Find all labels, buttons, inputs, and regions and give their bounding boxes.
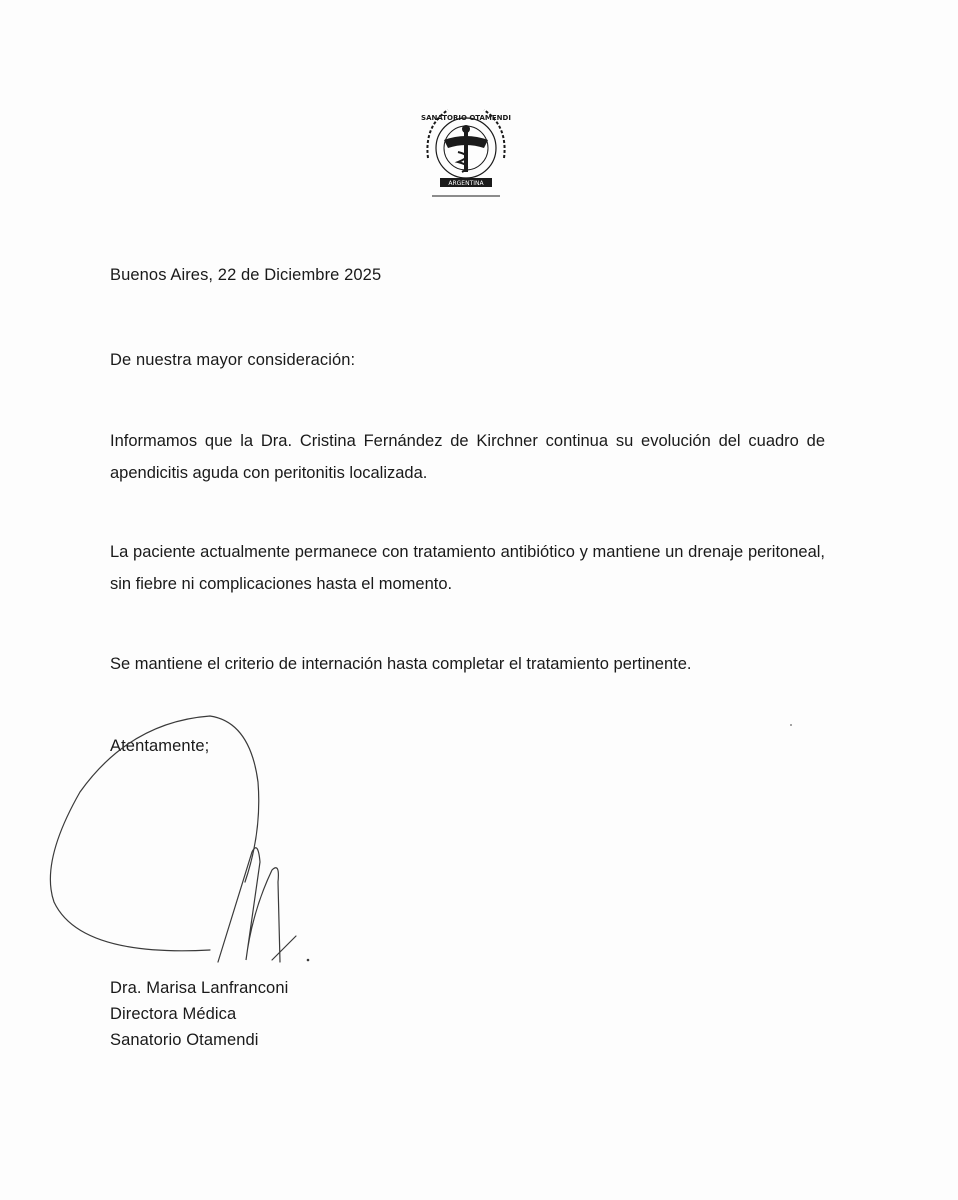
scan-speck <box>790 724 792 726</box>
sanatorio-seal-icon <box>418 96 514 206</box>
signatory-institution: Sanatorio Otamendi <box>110 1031 259 1049</box>
salutation: De nuestra mayor consideración: <box>110 351 356 369</box>
paragraph-1: Informamos que la Dra. Cristina Fernández de Kirchner continua su evolución del cuadro de apendicitis aguda con peritonitis localizada. <box>110 432 825 482</box>
closing: Atentamente; <box>110 737 210 755</box>
paragraph-3: Se mantiene el criterio de internación hasta completar el tratamiento pertinente. <box>110 655 692 673</box>
paragraph-2: La paciente actualmente permanece con tratamiento antibiótico y mantiene un drenaje peritoneal, sin fiebre ni complicaciones hasta el momento. <box>110 543 825 593</box>
svg-text:ARGENTINA: ARGENTINA <box>448 180 484 187</box>
signatory-title: Directora Médica <box>110 1005 237 1023</box>
place-date: Buenos Aires, 22 de Diciembre 2025 <box>110 266 382 284</box>
svg-text:SANATORIO OTAMENDI: SANATORIO OTAMENDI <box>421 114 511 122</box>
signatory-name: Dra. Marisa Lanfranconi <box>110 979 289 997</box>
